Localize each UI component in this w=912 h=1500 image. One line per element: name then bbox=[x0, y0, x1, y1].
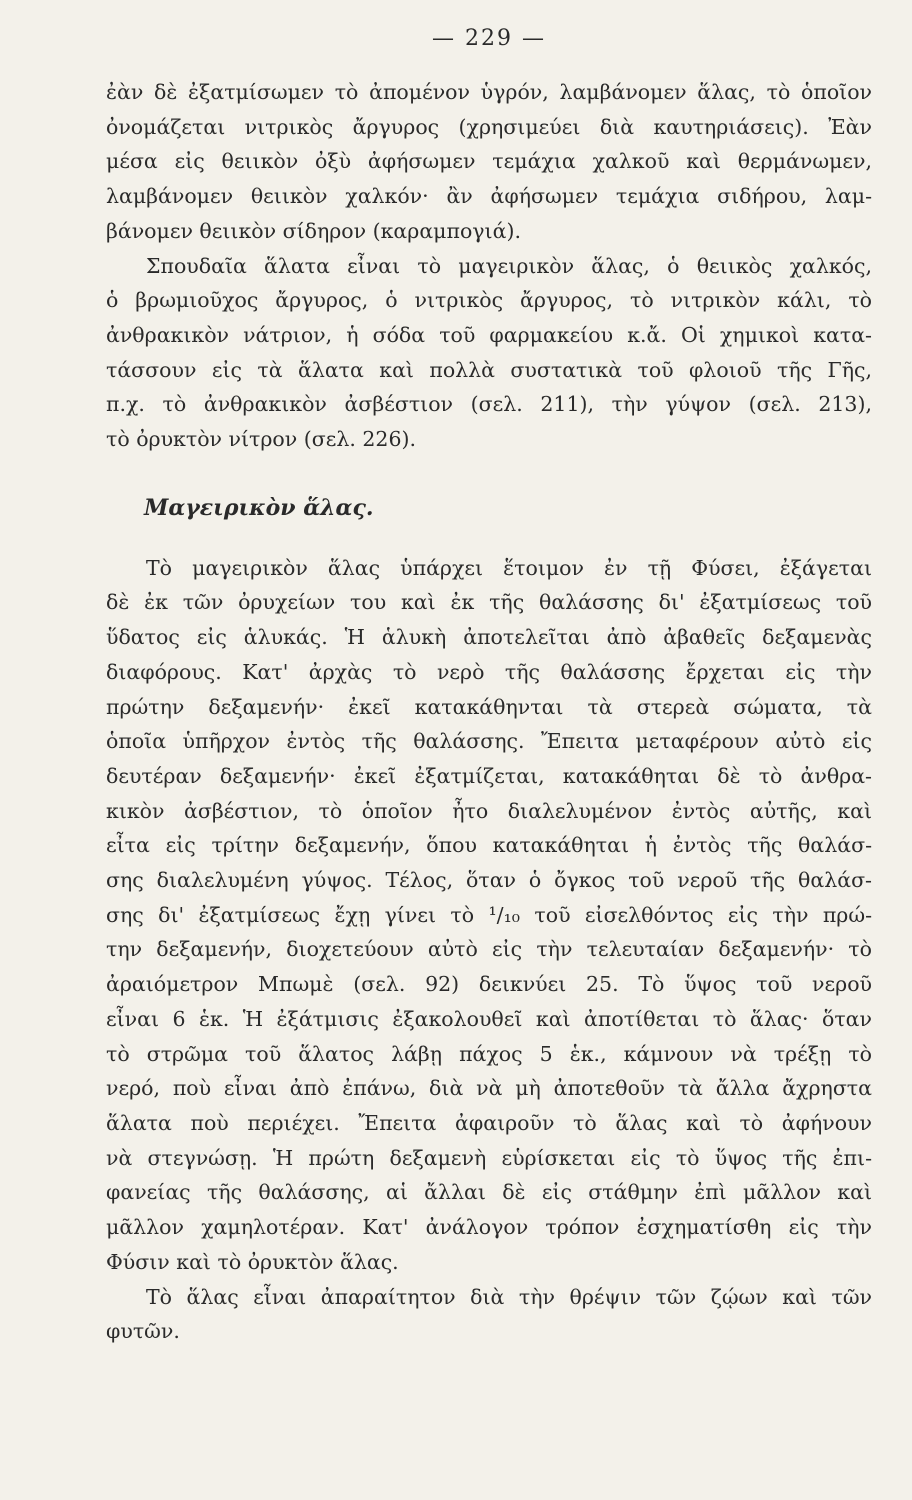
text-line: π.χ. τὸ ἀνθρακικὸν ἀσβέστιον (σελ. 211), τὴν γύψον (σελ. 213), bbox=[106, 392, 872, 417]
section-heading: Μαγειρικὸν ἅλας. bbox=[144, 494, 374, 521]
text-line: ὕδατος εἰς ἁλυκάς. Ἡ ἁλυκὴ ἀποτελεῖται ἀπὸ ἀβαθεῖς δεξαμενὰς bbox=[106, 625, 872, 650]
text-line: ἀνθρακικὸν νάτριον, ἡ σόδα τοῦ φαρμακείου κ.ἄ. Οἱ χημικοὶ κατα- bbox=[106, 322, 872, 347]
text-line: Σπουδαῖα ἅλατα εἶναι τὸ μαγειρικὸν ἅλας, ὁ θειικὸς χαλκός, bbox=[146, 253, 872, 278]
text-line: μᾶλλον χαμηλοτέραν. Κατ' ἀνάλογον τρόπον ἐσχηματίσθη εἰς τὴν bbox=[106, 1215, 872, 1240]
text-line: λαμβάνομεν θειικὸν χαλκόν· ἂν ἀφήσωμεν τεμάχια σιδήρου, λαμ- bbox=[106, 184, 872, 209]
text-line: τὸ ὀρυκτὸν νίτρον (σελ. 226). bbox=[106, 427, 417, 452]
text-line: δὲ ἐκ τῶν ὀρυχείων του καὶ ἐκ τῆς θαλάσσης δι' ἐξατμίσεως τοῦ bbox=[106, 590, 872, 615]
text-line: ἐὰν δὲ ἐξατμίσωμεν τὸ ἀπομένον ὑγρόν, λαμβάνομεν ἅλας, τὸ ὁποῖον bbox=[106, 80, 872, 104]
text-line: Τὸ μαγειρικὸν ἅλας ὑπάρχει ἕτοιμον ἐν τῇ Φύσει, ἐξάγεται bbox=[146, 555, 872, 580]
text-line: κικὸν ἀσβέστιον, τὸ ὁποῖον ἦτο διαλελυμένον ἐντὸς αὐτῆς, καὶ bbox=[106, 798, 872, 823]
paragraph-1 bbox=[106, 75, 872, 249]
text-line: εἶτα εἰς τρίτην δεξαμενήν, ὅπου κατακάθηται ἡ ἐντὸς τῆς θαλάσ- bbox=[106, 833, 872, 858]
text-line: διαφόρους. Κατ' ἀρχὰς τὸ νερὸ τῆς θαλάσσης ἔρχεται εἰς τὴν bbox=[106, 659, 872, 684]
text-line: φυτῶν. bbox=[106, 1319, 180, 1344]
text-line: δευτέραν δεξαμενήν· ἐκεῖ ἐξατμίζεται, κατακάθηται δὲ τὸ ἀνθρα- bbox=[106, 763, 872, 788]
text-line: ὁποῖα ὑπῆρχον ἐντὸς τῆς θαλάσσης. Ἔπειτα μεταφέρουν αὐτὸ εἰς bbox=[106, 729, 872, 754]
text-line: ὀνομάζεται νιτρικὸς ἄργυρος (χρησιμεύει διὰ καυτηριάσεις). Ἐὰν bbox=[106, 114, 872, 139]
text-line: ἀραιόμετρον Μπωμὲ (σελ. 92) δεικνύει 25. Τὸ ὕψος τοῦ νεροῦ bbox=[106, 972, 872, 997]
text-line: φανείας τῆς θαλάσσης, αἱ ἄλλαι δὲ εἰς στάθμην ἐπὶ μᾶλλον καὶ bbox=[106, 1180, 872, 1205]
paragraph-2 bbox=[106, 249, 872, 457]
page-number: — 229 — bbox=[432, 26, 546, 51]
text-line: νὰ στεγνώσῃ. Ἡ πρώτη δεξαμενὴ εὑρίσκεται εἰς τὸ ὕψος τῆς ἐπι- bbox=[106, 1145, 872, 1170]
text-line: τάσσουν εἰς τὰ ἅλατα καὶ πολλὰ συστατικὰ τοῦ φλοιοῦ τῆς Γῆς, bbox=[106, 357, 872, 382]
text-line: τὸ στρῶμα τοῦ ἅλατος λάβῃ πάχος 5 ἑκ., κάμνουν νὰ τρέξῃ τὸ bbox=[106, 1041, 872, 1066]
text-line: Τὸ ἅλας εἶναι ἀπαραίτητον διὰ τὴν θρέψιν τῶν ζῴων καὶ τῶν bbox=[146, 1284, 872, 1309]
text-line: την δεξαμενήν, διοχετεύουν αὐτὸ εἰς τὴν τελευταίαν δεξαμενήν· τὸ bbox=[106, 937, 872, 962]
text-line: Φύσιν καὶ τὸ ὀρυκτὸν ἅλας. bbox=[106, 1249, 399, 1274]
text-line: εἶναι 6 ἑκ. Ἡ ἐξάτμισις ἐξακολουθεῖ καὶ ἀποτίθεται τὸ ἅλας· ὅταν bbox=[106, 1006, 872, 1031]
text-line: ἅλατα ποὺ περιέχει. Ἔπειτα ἀφαιροῦν τὸ ἅλας καὶ τὸ ἀφήνουν bbox=[106, 1110, 872, 1135]
text-line: ὁ βρωμιοῦχος ἄργυρος, ὁ νιτρικὸς ἄργυρος, τὸ νιτρικὸν κάλι, τὸ bbox=[106, 288, 872, 313]
text-line: νερό, ποὺ εἶναι ἀπὸ ἐπάνω, διὰ νὰ μὴ ἀποτεθοῦν τὰ ἄλλα ἄχρηστα bbox=[106, 1076, 872, 1101]
paragraph-4 bbox=[106, 1280, 872, 1349]
text-line: πρώτην δεξαμενήν· ἐκεῖ κατακάθηνται τὰ στερεὰ σώματα, τὰ bbox=[106, 694, 872, 719]
text-line: βάνομεν θειικὸν σίδηρον (καραμπογιά). bbox=[106, 218, 521, 243]
text-line: σης διαλελυμένη γύψος. Τέλος, ὅταν ὁ ὄγκος τοῦ νεροῦ τῆς θαλάσ- bbox=[106, 868, 872, 893]
paragraph-3 bbox=[106, 551, 872, 1280]
text-line: μέσα εἰς θειικὸν ὀξὺ ἀφήσωμεν τεμάχια χαλκοῦ καὶ θερμάνωμεν, bbox=[106, 149, 872, 174]
text-line: σης δι' ἐξατμίσεως ἔχῃ γίνει τὸ ¹/₁₀ τοῦ εἰσελθόντος εἰς τὴν πρώ- bbox=[106, 902, 872, 927]
